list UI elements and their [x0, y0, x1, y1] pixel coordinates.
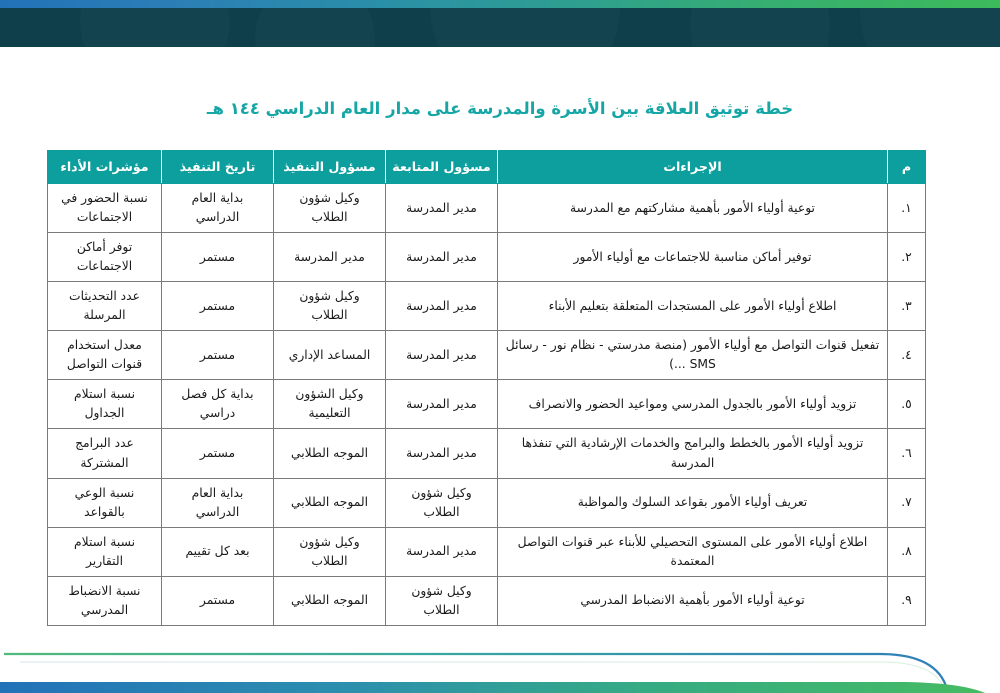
cell-procedure: تعريف أولياء الأمور بقواعد السلوك والمواظبة [498, 478, 888, 527]
cell-date: مستمر [162, 331, 274, 380]
cell-executor: وكيل شؤون الطلاب [274, 527, 386, 576]
plan-table-container [48, 150, 926, 626]
header-decorative-circle [80, 8, 230, 47]
cell-procedure: اطلاع أولياء الأمور على المستجدات المتعلقة بتعليم الأبناء [498, 282, 888, 331]
cell-kpi: نسبة استلام التقارير [48, 527, 162, 576]
cell-date: بعد كل تقييم [162, 527, 274, 576]
cell-kpi: عدد التحديثات المرسلة [48, 282, 162, 331]
cell-number: ٢. [888, 233, 926, 282]
cell-kpi: نسبة الوعي بالقواعد [48, 478, 162, 527]
table-row [48, 527, 926, 576]
header-decorative-circle [690, 8, 830, 47]
column-header-date: تاريخ التنفيذ [162, 151, 274, 184]
cell-date: بداية كل فصل دراسي [162, 380, 274, 429]
column-header-number: م [888, 151, 926, 184]
table-row [48, 478, 926, 527]
footer-curve-graphic [0, 635, 1000, 693]
cell-kpi: معدل استخدام قنوات التواصل [48, 331, 162, 380]
table-row [48, 380, 926, 429]
header-decorative-circle [430, 8, 620, 47]
cell-number: ٥. [888, 380, 926, 429]
table-row [48, 184, 926, 233]
column-header-follow-up: مسؤول المتابعة [386, 151, 498, 184]
cell-kpi: نسبة الانضباط المدرسي [48, 576, 162, 625]
table-row [48, 233, 926, 282]
column-header-kpi: مؤشرات الأداء [48, 151, 162, 184]
cell-executor: وكيل الشؤون التعليمية [274, 380, 386, 429]
cell-number: ٧. [888, 478, 926, 527]
table-row [48, 429, 926, 478]
cell-executor: وكيل شؤون الطلاب [274, 184, 386, 233]
cell-follow-up: مدير المدرسة [386, 429, 498, 478]
cell-executor: الموجه الطلابي [274, 478, 386, 527]
table-header-row [48, 151, 926, 184]
cell-number: ٦. [888, 429, 926, 478]
cell-number: ٨. [888, 527, 926, 576]
cell-procedure: تفعيل قنوات التواصل مع أولياء الأمور (منصة مدرستي - نظام نور - رسائل SMS ...) [498, 331, 888, 380]
header-dark-band [0, 8, 1000, 47]
header-decorative-circle [255, 8, 375, 47]
cell-number: ٤. [888, 331, 926, 380]
cell-procedure: تزويد أولياء الأمور بالجدول المدرسي ومواعيد الحضور والانصراف [498, 380, 888, 429]
cell-date: مستمر [162, 576, 274, 625]
cell-procedure: توعية أولياء الأمور بأهمية مشاركتهم مع المدرسة [498, 184, 888, 233]
cell-follow-up: مدير المدرسة [386, 380, 498, 429]
cell-executor: مدير المدرسة [274, 233, 386, 282]
table-header [48, 151, 926, 184]
cell-date: بداية العام الدراسي [162, 184, 274, 233]
cell-follow-up: مدير المدرسة [386, 184, 498, 233]
cell-number: ٣. [888, 282, 926, 331]
cell-follow-up: وكيل شؤون الطلاب [386, 478, 498, 527]
cell-kpi: نسبة استلام الجداول [48, 380, 162, 429]
cell-follow-up: وكيل شؤون الطلاب [386, 576, 498, 625]
cell-kpi: عدد البرامج المشتركة [48, 429, 162, 478]
column-header-procedures: الإجراءات [498, 151, 888, 184]
footer-thick-band [0, 682, 985, 693]
cell-executor: الموجه الطلابي [274, 576, 386, 625]
cell-date: مستمر [162, 429, 274, 478]
table-body [48, 184, 926, 626]
cell-executor: المساعد الإداري [274, 331, 386, 380]
table-row [48, 576, 926, 625]
table-row [48, 331, 926, 380]
table-row [48, 282, 926, 331]
cell-follow-up: مدير المدرسة [386, 527, 498, 576]
cell-date: مستمر [162, 233, 274, 282]
plan-table [47, 150, 926, 626]
cell-executor: الموجه الطلابي [274, 429, 386, 478]
header-decorative-circle [860, 8, 1000, 47]
cell-kpi: نسبة الحضور في الاجتماعات [48, 184, 162, 233]
cell-procedure: توعية أولياء الأمور بأهمية الانضباط المدرسي [498, 576, 888, 625]
cell-procedure: اطلاع أولياء الأمور على المستوى التحصيلي للأبناء عبر قنوات التواصل المعتمدة [498, 527, 888, 576]
cell-procedure: توفير أماكن مناسبة للاجتماعات مع أولياء الأمور [498, 233, 888, 282]
cell-procedure: تزويد أولياء الأمور بالخطط والبرامج والخدمات الإرشادية التي تنفذها المدرسة [498, 429, 888, 478]
column-header-executor: مسؤول التنفيذ [274, 151, 386, 184]
page-header-banner [0, 0, 1000, 47]
page-footer-decoration [0, 635, 1000, 693]
cell-number: ٩. [888, 576, 926, 625]
cell-date: بداية العام الدراسي [162, 478, 274, 527]
cell-kpi: توفر أماكن الاجتماعات [48, 233, 162, 282]
cell-date: مستمر [162, 282, 274, 331]
cell-number: ١. [888, 184, 926, 233]
cell-executor: وكيل شؤون الطلاب [274, 282, 386, 331]
cell-follow-up: مدير المدرسة [386, 233, 498, 282]
cell-follow-up: مدير المدرسة [386, 331, 498, 380]
page-title: خطة توثيق العلاقة بين الأسرة والمدرسة على مدار العام الدراسي ١٤٤ هـ [206, 99, 794, 118]
cell-follow-up: مدير المدرسة [386, 282, 498, 331]
